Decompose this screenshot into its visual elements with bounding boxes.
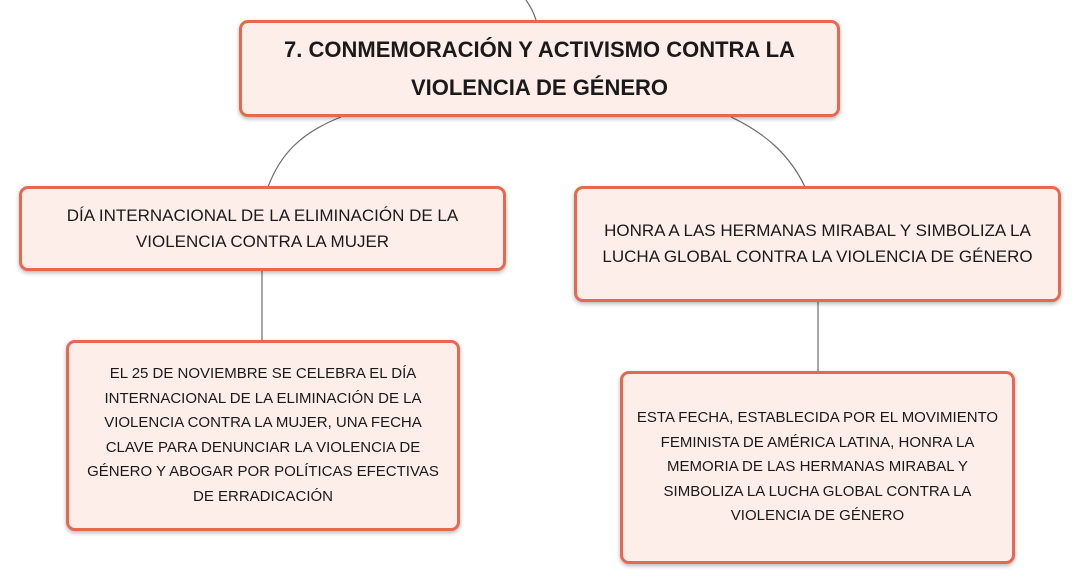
root-topic-label: 7. CONMEMORACIÓN Y ACTIVISMO CONTRA LA VIOLENCIA DE GÉNERO: [284, 36, 795, 100]
connector-parent-to-root: [526, 0, 536, 20]
root-topic-node[interactable]: [239, 20, 840, 117]
right-detail-node[interactable]: [620, 371, 1015, 564]
connector-root-to-left-topic: [268, 117, 341, 187]
right-detail-label: ESTA FECHA, ESTABLECIDA POR EL MOVIMIENTO FEMINISTA DE AMÉRICA LATINA, HONRA LA MEMORIA DE LAS HERMANAS MIRABAL Y SIMBOLIZA LA LUCHA GLOBAL CONTRA LA VIOLENCIA DE GÉNERO: [636, 409, 999, 525]
left-topic-label: DÍA INTERNACIONAL DE LA ELIMINACIÓN DE LA VIOLENCIA CONTRA LA MUJER: [66, 205, 459, 251]
left-detail-label: EL 25 DE NOVIEMBRE SE CELEBRA EL DÍA INTERNACIONAL DE LA ELIMINACIÓN DE LA VIOLENCIA CONTRA LA MUJER, UNA FECHA CLAVE PARA DENUNCIAR LA VIOLENCIA DE GÉNERO Y ABOGAR POR POLÍTICAS EFECTIVAS DE ERRADICACIÓN: [87, 365, 439, 505]
right-topic-node[interactable]: [574, 186, 1061, 302]
connector-root-to-right-topic: [731, 117, 805, 187]
right-topic-label: HONRA A LAS HERMANAS MIRABAL Y SIMBOLIZA LA LUCHA GLOBAL CONTRA LA VIOLENCIA DE GÉNERO: [602, 221, 1033, 266]
left-topic-node[interactable]: [19, 186, 506, 271]
left-detail-node[interactable]: [66, 340, 460, 531]
